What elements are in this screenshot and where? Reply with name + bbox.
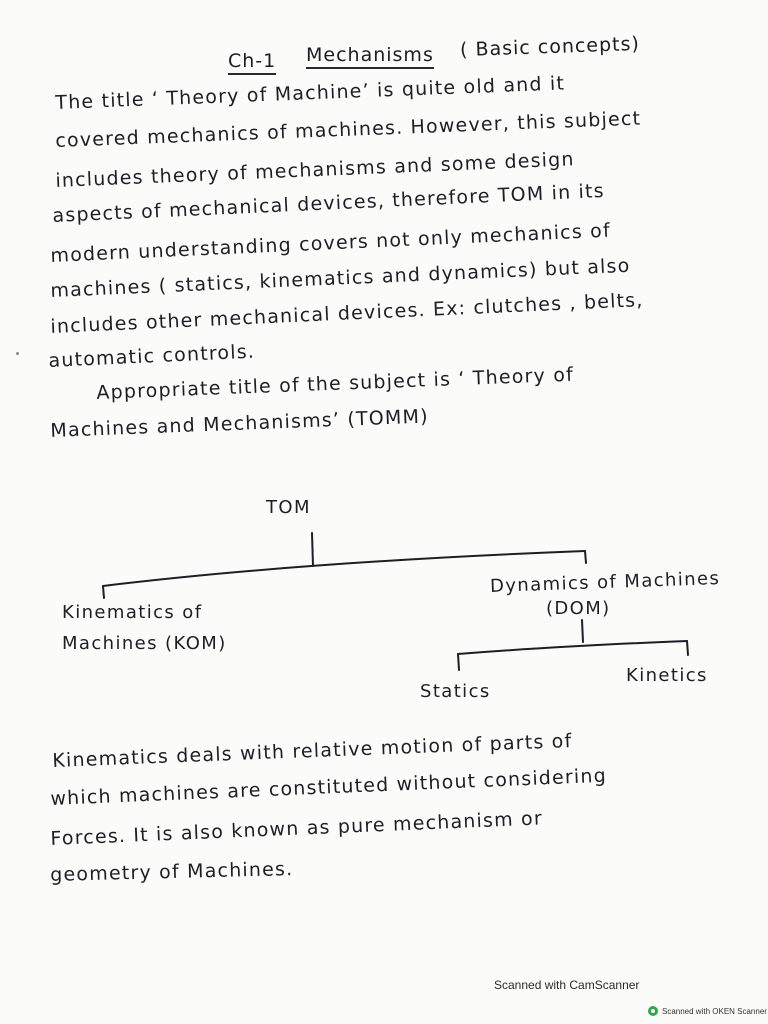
text-line: which machines are constituted without considering: [50, 764, 608, 810]
diagram-node-dom-line1: Dynamics of Machines: [489, 567, 721, 598]
diagram-root-tom: TOM: [266, 497, 311, 518]
scan-speck: [16, 352, 19, 355]
text-line: includes other mechanical devices. Ex: clutches , belts,: [50, 289, 644, 338]
text-line: machines ( statics, kinematics and dynamics) but also: [50, 254, 631, 302]
camscanner-watermark: Scanned with CamScanner: [494, 978, 640, 992]
diagram-node-statics: Statics: [420, 681, 491, 702]
text-line: covered mechanics of machines. However, this subject: [55, 107, 642, 152]
text-line: Machines and Mechanisms’ (TOMM): [50, 405, 430, 442]
chapter-subtitle: ( Basic concepts): [459, 32, 641, 62]
diagram-node-dom-line2: (DOM): [546, 598, 611, 619]
text-line: automatic controls.: [48, 340, 256, 372]
chapter-topic: Mechanisms: [306, 44, 434, 69]
text-line: The title ‘ Theory of Machine’ is quite old and it: [55, 72, 566, 114]
diagram-node-kinetics: Kinetics: [626, 665, 708, 686]
kinetics-drop: [687, 641, 688, 655]
text-line: Kinematics deals with relative motion of parts of: [52, 730, 573, 772]
chapter-number: Ch-1: [228, 50, 276, 75]
text-line: geometry of Machines.: [50, 858, 294, 886]
diagram-node-kom-line1: Kinematics of: [62, 602, 203, 623]
text-line: modern understanding covers not only mechanics of: [50, 219, 612, 267]
text-line: Forces. It is also known as pure mechanism or: [50, 807, 544, 850]
root-stem: [312, 533, 313, 566]
right-drop: [585, 551, 586, 563]
left-drop: [103, 586, 104, 598]
dom-stem: [582, 620, 583, 642]
text-line: aspects of mechanical devices, therefore TOM in its: [52, 179, 606, 227]
okenscanner-watermark: [648, 1006, 767, 1016]
dom-branch: [458, 641, 687, 654]
okenscanner-text: Scanned with OKEN Scanner: [662, 1006, 767, 1016]
statics-drop: [458, 654, 459, 670]
diagram-node-kom-line2: Machines (KOM): [62, 633, 227, 654]
oken-scanner-logo-icon: [648, 1006, 658, 1016]
text-line: Appropriate title of the subject is ‘ Theory of: [96, 363, 575, 404]
text-line: includes theory of mechanisms and some design: [55, 148, 576, 192]
